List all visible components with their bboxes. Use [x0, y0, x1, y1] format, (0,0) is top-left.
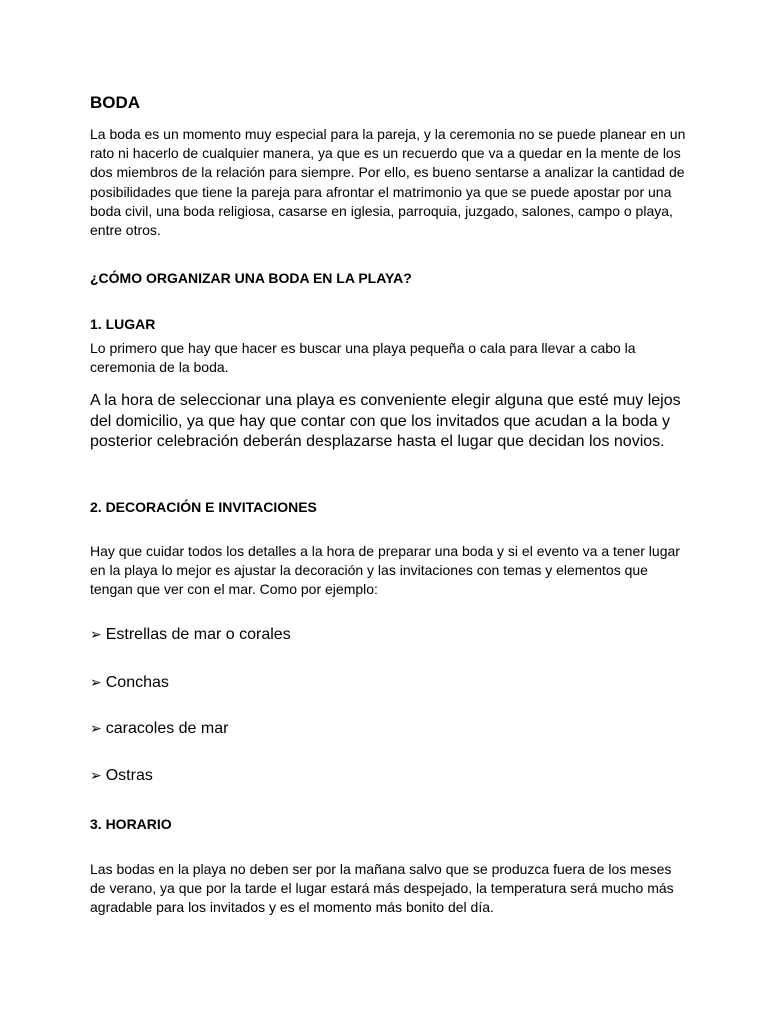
list-item-text: Conchas	[105, 674, 169, 691]
section-paragraph: Hay que cuidar todos los detalles a la hora de preparar una boda y si el evento va a tener lugar en la playa lo mejor es ajustar la decoración y las invitaciones con temas y elementos que tengan que ver con el mar. Como por ejemplo:	[90, 543, 680, 598]
arrowhead-bullet-icon: ➢	[90, 767, 102, 783]
section-paragraph: Las bodas en la playa no deben ser por la mañana salvo que se produzca fuera de los meses de verano, ya que por la tarde el lugar estará más despejado, la temperatura será mucho más agradable para los invitados y es el momento más bonito del día.	[90, 861, 674, 916]
section-heading-decoracion: 2. DECORACIÓN E INVITACIONES	[90, 499, 317, 515]
section-paragraph: A la hora de seleccionar una playa es conveniente elegir alguna que esté muy lejos del domicilio, ya que hay que contar con que los invitados que acudan a la boda y posterior celebración deberán desplazarse hasta el lugar que decidan los novios.	[90, 392, 681, 450]
intro-paragraph: La boda es un momento muy especial para la pareja, y la ceremonia no se puede planear en un rato ni hacerlo de cualquier manera, ya que es un recuerdo que va a quedar en la mente de los dos miembros de la relación para siempre. Por ello, es bueno sentarse a analizar la cantidad de posibilidades que tiene la pareja para afrontar el matrimonio ya que se puede apostar por una boda civil, una boda religiosa, casarse en iglesia, parroquia, juzgado, salones, campo o playa, entre otros.	[90, 126, 686, 239]
section-heading-lugar: 1. LUGAR	[90, 316, 156, 332]
arrowhead-bullet-icon: ➢	[90, 626, 102, 642]
list-item	[90, 624, 690, 645]
list-item	[90, 718, 690, 739]
list-item-text: caracoles de mar	[105, 720, 229, 737]
list-item	[90, 672, 690, 693]
list-item-text: Ostras	[105, 767, 153, 784]
section-heading-horario: 3. HORARIO	[90, 816, 172, 832]
list-item-text: Estrellas de mar o corales	[105, 626, 291, 643]
list-item	[90, 765, 690, 786]
section-paragraph: Lo primero que hay que hacer es buscar una playa pequeña o cala para llevar a cabo la ceremonia de la boda.	[90, 340, 636, 376]
arrowhead-bullet-icon: ➢	[90, 674, 102, 690]
question-heading: ¿CÓMO ORGANIZAR UNA BODA EN LA PLAYA?	[90, 270, 412, 286]
document-title: BODA	[90, 93, 141, 112]
arrowhead-bullet-icon: ➢	[90, 720, 102, 736]
